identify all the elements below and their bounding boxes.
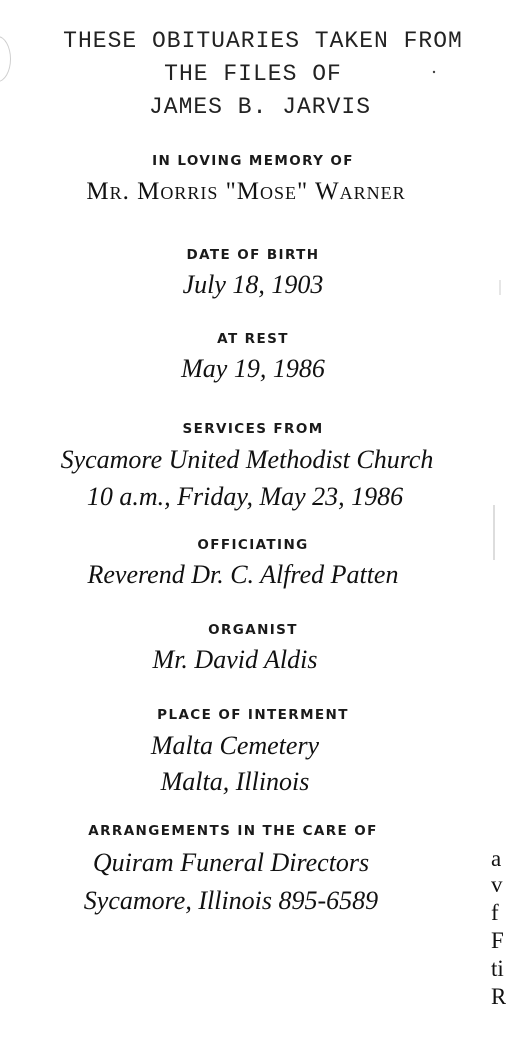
arrangements-label: ARRANGEMENTS IN THE CARE OF	[88, 823, 378, 839]
header-line-1: THESE OBITUARIES TAKEN FROM	[63, 28, 463, 54]
edge-fragment-1: a	[491, 846, 502, 871]
rest-date: May 19, 1986	[181, 354, 325, 383]
organist-label: ORGANIST	[208, 622, 298, 638]
services-church: Sycamore United Methodist Church	[60, 445, 434, 474]
edge-fragment-3: f	[491, 900, 499, 925]
edge-fragment-5: ti	[491, 956, 504, 981]
services-time: 10 a.m., Friday, May 23, 1986	[86, 482, 404, 511]
rest-label: AT REST	[217, 331, 289, 347]
header-line-3: JAMES B. JARVIS	[148, 94, 372, 120]
edge-fragment-6: R	[491, 984, 506, 1009]
birth-date: July 18, 1903	[182, 270, 324, 299]
edge-fragment-4: F	[491, 928, 504, 953]
deceased-name: Mr. Morris "Mose" Warner	[86, 178, 406, 205]
arrangements-address: Sycamore, Illinois 895-6589	[83, 886, 379, 915]
arrangements-funeral-home: Quiram Funeral Directors	[92, 848, 370, 877]
services-label: SERVICES FROM	[182, 421, 324, 437]
memory-label: IN LOVING MEMORY OF	[152, 153, 354, 169]
birth-label: DATE OF BIRTH	[186, 247, 320, 263]
organist-name: Mr. David Aldis	[152, 645, 318, 674]
interment-location: Malta, Illinois	[160, 767, 310, 796]
header-line-2: THE FILES OF	[164, 61, 342, 87]
officiating-name: Reverend Dr. C. Alfred Patten	[87, 560, 399, 589]
interment-cemetery: Malta Cemetery	[150, 731, 320, 760]
interment-label: PLACE OF INTERMENT	[157, 707, 349, 723]
officiating-label: OFFICIATING	[197, 537, 309, 553]
edge-fragment-2: v	[491, 872, 503, 897]
